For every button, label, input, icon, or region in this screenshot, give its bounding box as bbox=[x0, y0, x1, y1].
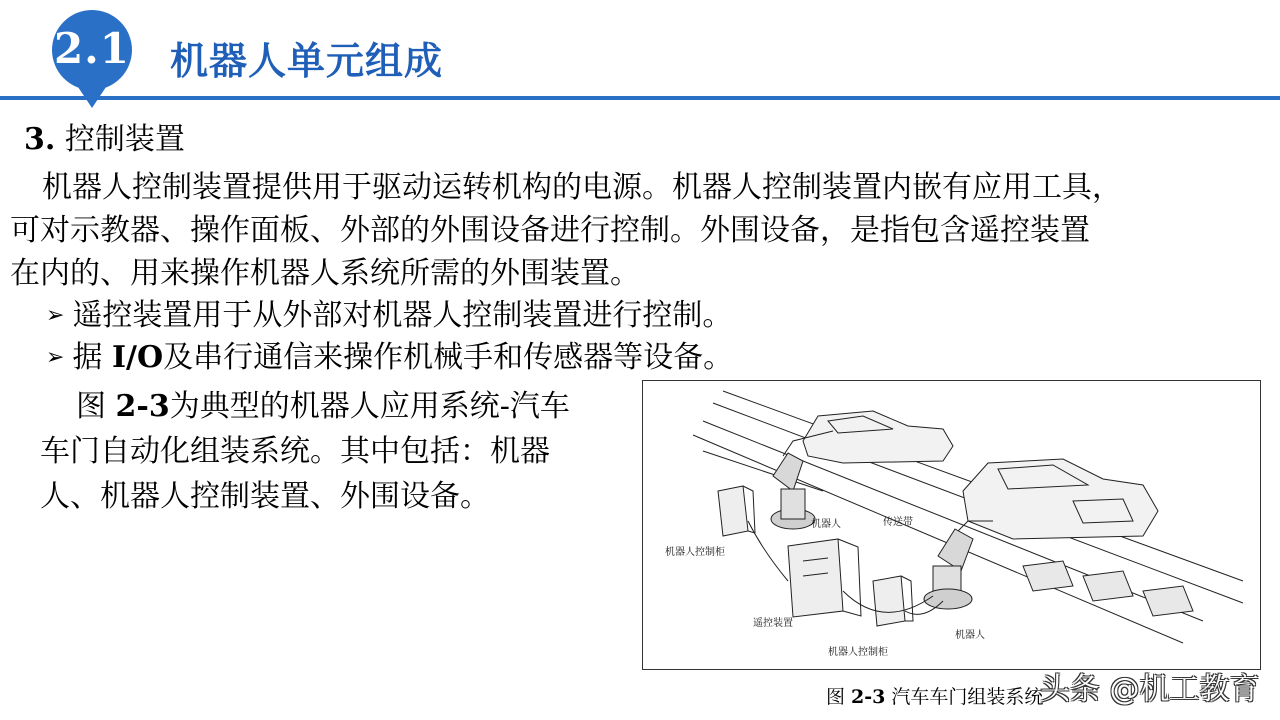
paragraph-line: 机器人控制装置提供用于驱动运转机构的电源。机器人控制装置内嵌有应用工具， bbox=[42, 170, 1122, 205]
figure-ref-prefix: 图 bbox=[76, 389, 116, 424]
slide-header bbox=[0, 0, 1280, 110]
figure-description bbox=[40, 384, 570, 519]
label-conveyor: 传送带 bbox=[883, 517, 913, 528]
figure-description-line: 车门自动化组装系统。其中包括：机器 bbox=[40, 434, 550, 469]
body-paragraph bbox=[10, 166, 1122, 295]
paragraph-line: 可对示教器、操作面板、外部的外围设备进行控制。外围设备，是指包含遥控装置 bbox=[10, 213, 1090, 248]
header-divider bbox=[0, 96, 1280, 100]
label-robot-1: 机器人 bbox=[811, 519, 841, 530]
section-badge bbox=[50, 10, 134, 110]
assembly-line-illustration bbox=[643, 381, 1260, 669]
paragraph-line: 在内的、用来操作机器人系统所需的外围装置。 bbox=[10, 256, 640, 291]
caption-prefix: 图 bbox=[826, 686, 852, 708]
assembly-system-figure bbox=[642, 380, 1261, 670]
bullet-bold-term: I/O bbox=[111, 340, 164, 375]
caption-number: 2-3 bbox=[851, 686, 886, 708]
subsection-title: 控制装置 bbox=[64, 122, 185, 157]
watermark: 头条 @机工教育 bbox=[1040, 672, 1260, 707]
section-title: 机器人单元组成 bbox=[170, 39, 444, 83]
figure-ref-text: 为典型的机器人应用系统-汽车 bbox=[169, 389, 570, 424]
bullet-text: 遥控装置用于从外部对机器人控制装置进行控制。 bbox=[72, 298, 733, 333]
caption-text: 汽车车门组装系统 bbox=[885, 686, 1044, 708]
subsection-number: 3. bbox=[24, 122, 56, 157]
label-remote: 遥控装置 bbox=[753, 618, 793, 629]
arrowhead-bullet-icon: ➢ bbox=[46, 303, 65, 328]
figure-description-line: 人、机器人控制装置、外围设备。 bbox=[40, 479, 490, 514]
figure-ref-number: 2-3 bbox=[115, 389, 170, 424]
figure-caption bbox=[826, 682, 1043, 709]
bullet-text: 及串行通信来操作机械手和传感器等设备。 bbox=[163, 340, 734, 375]
bullet-prefix: 据 bbox=[72, 340, 103, 375]
label-robot-2: 机器人 bbox=[955, 630, 985, 641]
section-number: 2.1 bbox=[53, 24, 131, 73]
arrowhead-bullet-icon: ➢ bbox=[46, 345, 65, 370]
bullet-item bbox=[46, 336, 733, 379]
label-controller-1: 机器人控制柜 bbox=[665, 547, 725, 558]
subsection-heading bbox=[24, 118, 185, 161]
label-controller-2: 机器人控制柜 bbox=[828, 647, 888, 658]
figure-description-line bbox=[40, 384, 570, 429]
bullet-item bbox=[46, 294, 732, 337]
